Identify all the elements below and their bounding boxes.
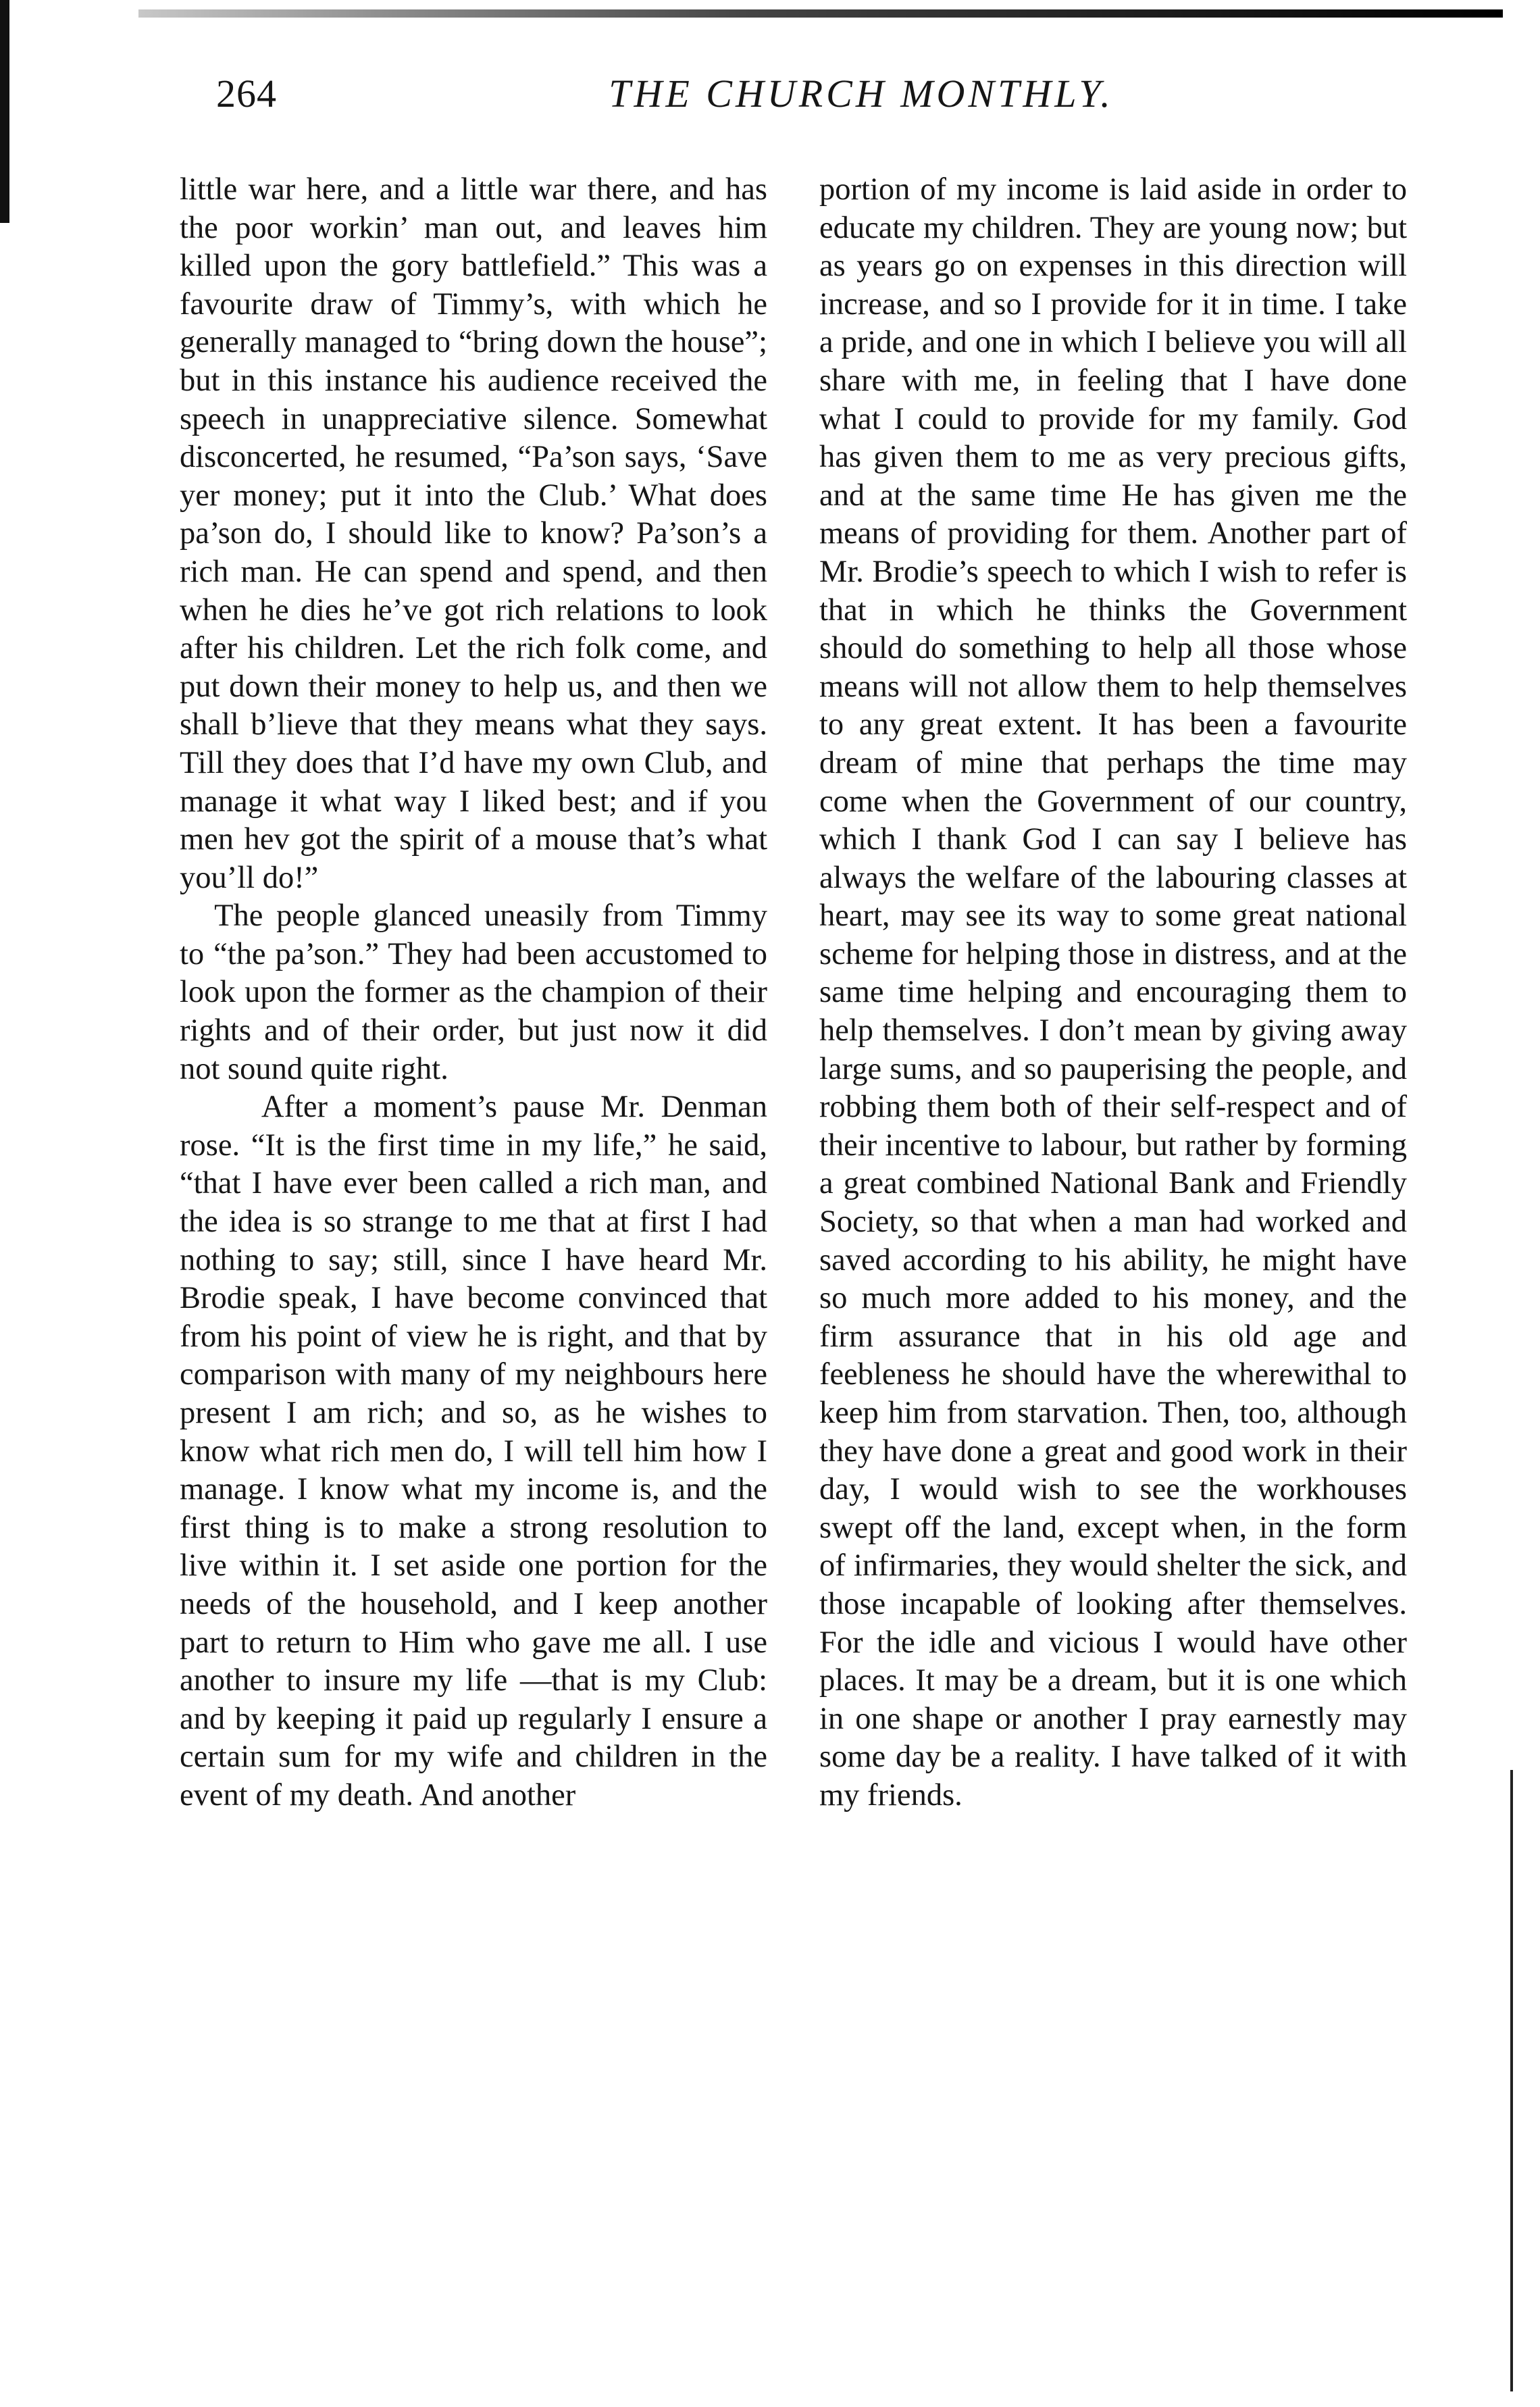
page-header <box>216 71 1418 132</box>
running-title: THE CHURCH MONTHLY. <box>609 72 1114 116</box>
left-column <box>180 171 767 1815</box>
paragraph-people-glanced: The people glanced uneasily from Timmy to “the pa’son.” They had been accustomed to look upon the former as the champion of their rights and of their order, but just now it did not sound quite right. <box>180 898 767 1086</box>
right-column <box>819 171 1407 1815</box>
scan-edge-left <box>0 0 9 223</box>
top-rule <box>138 9 1503 18</box>
paragraph-denman-speech: After a moment’s pause Mr. Denman rose. “It is the first time in my life,” he said, “that I have ever been called a rich man, and the idea is so strange to me that at first I had nothing to say; still, since I have heard Mr. Brodie speak, I have become convinced that from his point of view he is right, and that by comparison with many of my neighbours here present I am rich; and so, as he wishes to know what rich men do, I will tell him how I manage. I know what my income is, and the first thing is to make a strong resolution to live within it. I set aside one portion for the needs of the household, and I keep another part to return to Him who gave me all. I use another to insure my life —that is my Club: and by keeping it paid up regularly I ensure a certain sum for my wife and children in the event of my death. And another <box>180 1090 767 1813</box>
page-number: 264 <box>216 72 277 116</box>
paragraph-denman-speech-continued: portion of my income is laid aside in order to educate my children. They are young now; but as years go on expenses in this direction will increase, and so I provide for it in time. I take a pride, and one in which I believe you will all share with me, in feeling that I have done what I could to provide for my family. God has given them to me as very precious gifts, and at the same time He has given me the means of providing for them. Another part of Mr. Brodie’s speech to which I wish to refer is that in which he thinks the Government should do something to help all those whose means will not allow them to help themselves to any great extent. It has been a favourite dream of mine that perhaps the time may come when the Government of our country, which I thank God I can say I believe has always the welfare of the labouring classes at heart, may see its way to some great national scheme for helping those in distress, and at the same time helping and encouraging them to help themselves. I don’t mean by giving away large sums, and so pauperising the people, and robbing them both of their self-respect and of their incentive to labour, but rather by forming a great combined National Bank and Friendly Society, so that when a man had worked and saved according to his ability, he might have so much more added to his money, and the firm assurance that in his old age and feebleness he should have the wherewithal to keep him from starvation. Then, too, although they have done a great and good work in their day, I would wish to see the workhouses swept off the land, except when, in the form of infirmaries, they would shelter the sick, and those incapable of looking after themselves. For the idle and vicious I would have other places. It may be a dream, but it is one which in one shape or another I pray earnestly may some day be a reality. I have talked of it with my friends. <box>819 172 1407 1813</box>
margin-rule-right <box>1510 1770 1513 2391</box>
paragraph-timmy-speech-end: little war here, and a little war there, and has the poor workin’ man out, and leaves him killed upon the gory battlefield.” This was a favourite draw of Timmy’s, with which he generally managed to “bring down the house”; but in this instance his audience received the speech in unappreciative silence. Somewhat disconcerted, he resumed, “Pa’son says, ‘Save yer money; put it into the Club.’ What does pa’son do, I should like to know? Pa’son’s a rich man. He can spend and spend, and then when he dies he’ve got rich relations to look after his children. Let the rich folk come, and put down their money to help us, and then we shall b’lieve that they means what they says. Till they does that I’d have my own Club, and manage it what way I liked best; and if you men hev got the spirit of a mouse that’s what you’ll do!” <box>180 172 767 895</box>
